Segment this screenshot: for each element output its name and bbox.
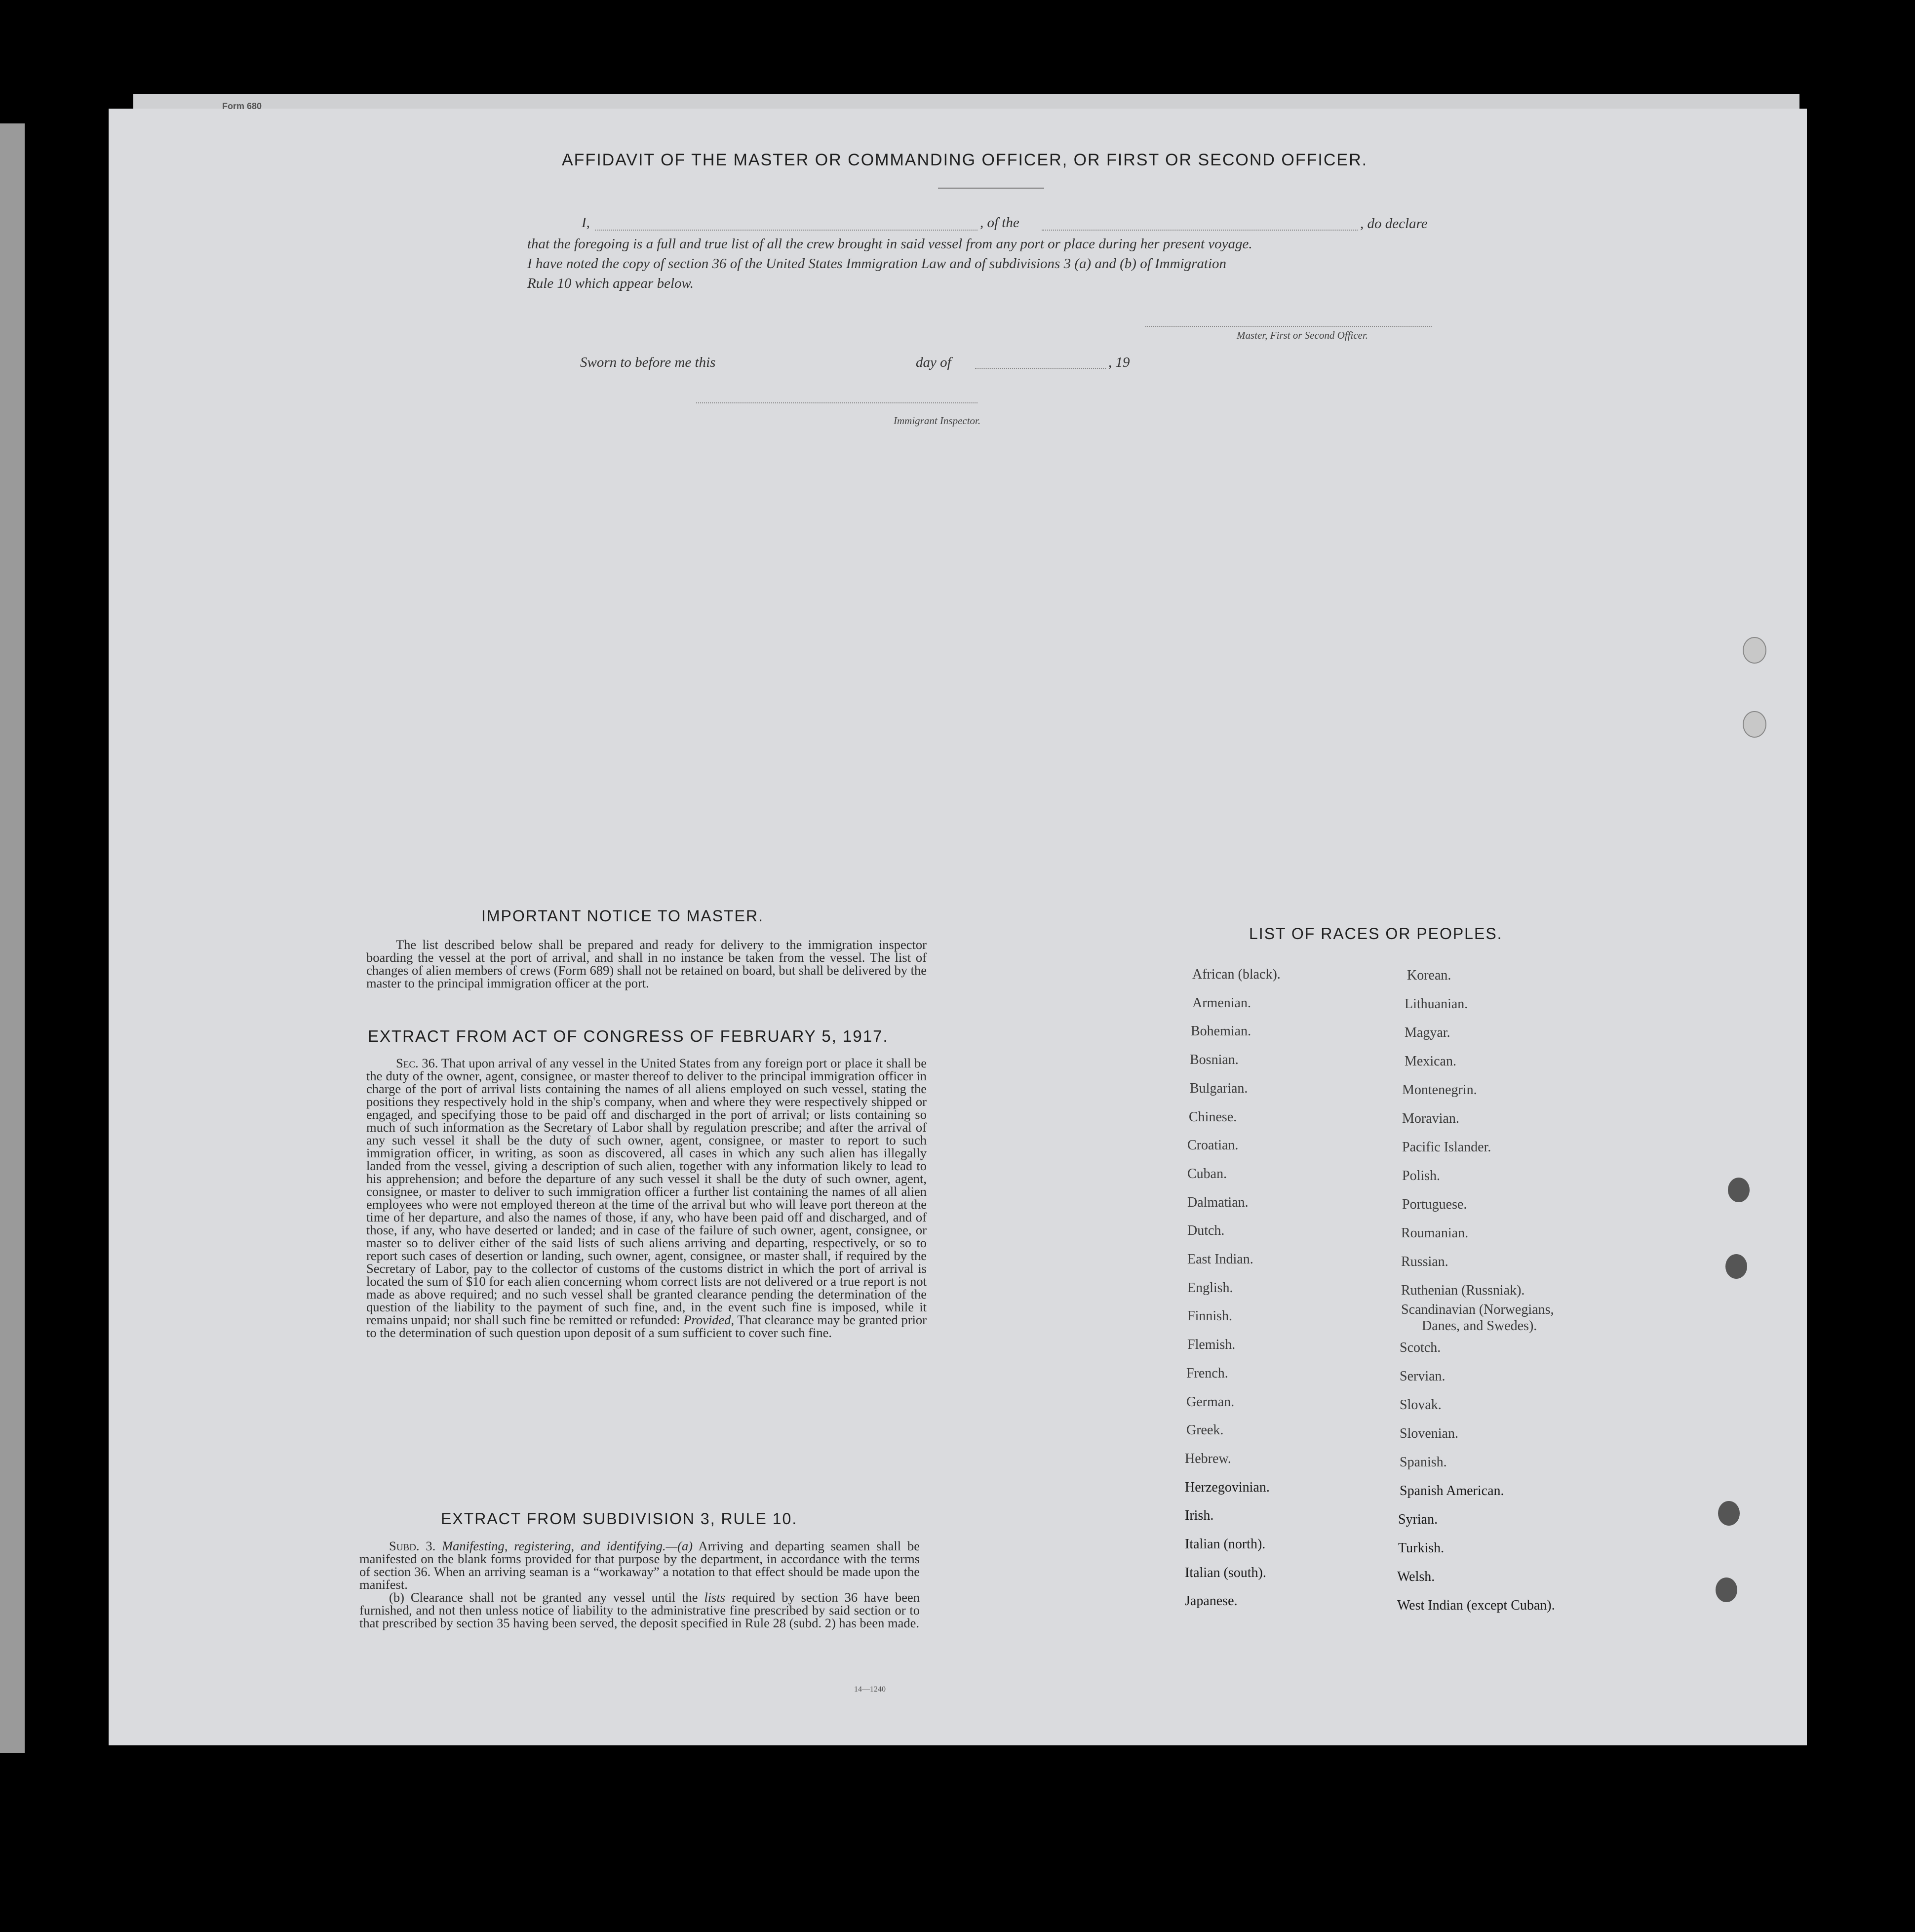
race-item: Magyar. xyxy=(1405,1025,1450,1040)
race-item: Russian. xyxy=(1401,1254,1448,1269)
notice-text: The list described below shall be prepared and ready for delivery to the immigration inspector boarding the vessel at the port of arrival, and shall in no instance be taken from the vessel. The list of changes of alien members of crews (Form 689) shall not be retained on board, but shall be delivered by the master to the principal immigration officer at the port. xyxy=(366,937,927,990)
race-item: English. xyxy=(1187,1280,1233,1296)
punch-hole xyxy=(1743,711,1766,738)
race-item: Hebrew. xyxy=(1185,1451,1231,1466)
affidavit-line-3: I have noted the copy of section 36 of the United States Immigration Law and of subdivisions 3 (a) and (b) of Immigration xyxy=(527,256,1227,272)
race-item: Flemish. xyxy=(1187,1337,1236,1353)
notice-heading: IMPORTANT NOTICE TO MASTER. xyxy=(481,907,764,925)
race-item: Dutch. xyxy=(1187,1223,1225,1239)
vessel-blank[interactable] xyxy=(1042,230,1358,231)
race-item: Herzegovinian. xyxy=(1185,1479,1270,1495)
signature-blank[interactable] xyxy=(1145,326,1432,327)
heading-rule xyxy=(938,188,1044,189)
race-item: West Indian (except Cuban). xyxy=(1397,1598,1555,1613)
race-item: Spanish. xyxy=(1400,1455,1447,1470)
race-item: Armenian. xyxy=(1192,995,1251,1011)
race-item: Croatian. xyxy=(1187,1138,1239,1153)
punch-hole xyxy=(1718,1501,1740,1526)
race-item: Dalmatian. xyxy=(1187,1194,1249,1210)
race-item: Slovenian. xyxy=(1400,1426,1458,1441)
affidavit-declare: , do declare xyxy=(1360,216,1428,232)
race-item: Pacific Islander. xyxy=(1402,1140,1491,1155)
affidavit-heading: AFFIDAVIT OF THE MASTER OR COMMANDING OFFICER, OR FIRST OR SECOND OFFICER. xyxy=(562,151,1368,169)
race-item: Japanese. xyxy=(1185,1593,1238,1609)
race-item: Ruthenian (Russniak). xyxy=(1401,1283,1525,1298)
subdivision-3-text: Subd. 3. Manifesting, registering, and identifying.—(a) Arriving and departing seamen shall be manifested on the blank forms provided for that purpose by the department, in accordance with the terms of section 36. When an arriving seaman is a “workaway” a notation to that effect should be made upon the manifest. (b) Clearance shall not be granted any vessel until the lists required by section 36 have been furnished, and not then unless notice of liability to the administrative fine prescribed by said section or to that prescribed by section 35 having been served, the deposit specified in Rule 28 (subd. 2) has been made. xyxy=(359,1538,920,1630)
race-item: Syrian. xyxy=(1398,1512,1438,1527)
punch-hole xyxy=(1725,1254,1747,1279)
race-item: Slovak. xyxy=(1400,1397,1442,1413)
race-item: Danes, and Swedes). xyxy=(1422,1318,1537,1334)
scan-edge xyxy=(0,123,25,1753)
race-item: Mexican. xyxy=(1405,1054,1456,1069)
affidavit-line-2: that the foregoing is a full and true list of all the crew brought in said vessel from any port or place during her present voyage. xyxy=(527,236,1252,252)
name-blank[interactable] xyxy=(595,230,977,231)
form-sheet xyxy=(109,109,1807,1745)
rule-heading: EXTRACT FROM SUBDIVISION 3, RULE 10. xyxy=(441,1510,798,1528)
race-item: Lithuanian. xyxy=(1405,996,1468,1012)
race-item: Bohemian. xyxy=(1191,1024,1251,1039)
race-item: German. xyxy=(1186,1394,1235,1410)
race-item: Irish. xyxy=(1185,1508,1214,1524)
year-text: , 19 xyxy=(1108,355,1130,370)
print-code: 14—1240 xyxy=(854,1685,886,1694)
form-number: Form 680 xyxy=(222,101,262,111)
race-item: Bulgarian. xyxy=(1190,1080,1248,1096)
punch-hole xyxy=(1716,1577,1737,1602)
inspector-signature-blank[interactable] xyxy=(696,402,977,403)
punch-hole xyxy=(1743,637,1766,664)
signature-label: Master, First or Second Officer. xyxy=(1237,329,1368,341)
act-heading: EXTRACT FROM ACT OF CONGRESS OF FEBRUARY 5, 1917. xyxy=(368,1027,889,1045)
punch-hole xyxy=(1728,1178,1750,1202)
race-item: East Indian. xyxy=(1187,1252,1253,1267)
race-item: Polish. xyxy=(1402,1168,1441,1183)
race-item: Spanish American. xyxy=(1400,1483,1504,1498)
race-item: Korean. xyxy=(1407,968,1451,983)
section-36-text: Sec. 36. That upon arrival of any vessel in the United States from any foreign port or place it shall be the duty of the owner, agent, consignee, or master thereof to deliver to the principal immigration officer in charge of the port of arrival lists containing the names of all aliens employed on such vessel, stating the positions they respectively hold in the ship's company, when and where they were respectively shipped or engaged, and specifying those to be paid off and discharged in the port of arrival; or lists containing so much of such information as the Secretary of Labor shall by regulation prescribe; and after the arrival of any such vessel it shall be the duty of such owner, agent, consignee, or master to report to such immigration officer, in writing, as soon as discovered, all cases in which any such alien has illegally landed from the vessel, giving a description of such alien, together with any information likely to lead to his apprehension; and before the departure of any such vessel it shall be the duty of such owner, agent, consignee, or master to deliver to such immigration officer a further list containing the names of all alien employees who were not employed thereon at the time of the arrival but who will leave port thereon at the time of her departure, and also the names of those, if any, who have been paid off and discharged, and of those, if any, who have deserted or landed; and in case of the failure of such owner, agent, consignee, or master so to deliver either of the said lists of such aliens arriving and departing, respectively, or so to report such cases of desertion or landing, such owner, agent, consignee, or master shall, if required by the Secretary of Labor, pay to the collector of customs of the customs district in which the port of arrival is located the sum of $10 for each alien concerning whom correct lists are not delivered or a true report is not made as above required; and no such vessel shall be granted clearance pending the determination of the question of the liability to the payment of such fine, and, in the event such fine is imposed, while it remains unpaid; nor shall such fine be remitted or refunded: Provided, That clearance may be granted prior to the determination of such question upon deposit of a sum sufficient to cover such fine. xyxy=(366,1056,927,1340)
race-item: Moravian. xyxy=(1402,1111,1459,1126)
race-item: Italian (north). xyxy=(1185,1537,1266,1552)
affidavit-i: I, xyxy=(582,215,590,231)
race-item: Italian (south). xyxy=(1185,1565,1266,1580)
race-item: Finnish. xyxy=(1187,1308,1233,1324)
race-item: African (black). xyxy=(1192,967,1281,982)
race-item: Roumanian. xyxy=(1401,1225,1469,1241)
race-item: Servian. xyxy=(1400,1369,1446,1384)
race-item: Scandinavian (Norwegians, xyxy=(1401,1302,1554,1317)
race-item: Bosnian. xyxy=(1190,1052,1239,1068)
inspector-label: Immigrant Inspector. xyxy=(894,415,981,427)
race-item: Scotch. xyxy=(1400,1340,1441,1355)
race-item: Cuban. xyxy=(1187,1166,1227,1182)
month-blank[interactable] xyxy=(975,368,1106,369)
day-of-text: day of xyxy=(916,355,951,370)
race-item: Greek. xyxy=(1186,1422,1224,1438)
race-item: French. xyxy=(1186,1365,1228,1381)
race-item: Welsh. xyxy=(1397,1569,1435,1584)
affidavit-line-4: Rule 10 which appear below. xyxy=(527,276,694,291)
race-item: Portuguese. xyxy=(1402,1197,1467,1212)
race-item: Chinese. xyxy=(1189,1109,1237,1125)
sworn-text: Sworn to before me this xyxy=(580,355,716,370)
race-item: Turkish. xyxy=(1398,1540,1445,1556)
races-heading: LIST OF RACES OR PEOPLES. xyxy=(1249,925,1503,943)
race-item: Montenegrin. xyxy=(1402,1082,1477,1098)
affidavit-of-the: , of the xyxy=(980,215,1019,231)
